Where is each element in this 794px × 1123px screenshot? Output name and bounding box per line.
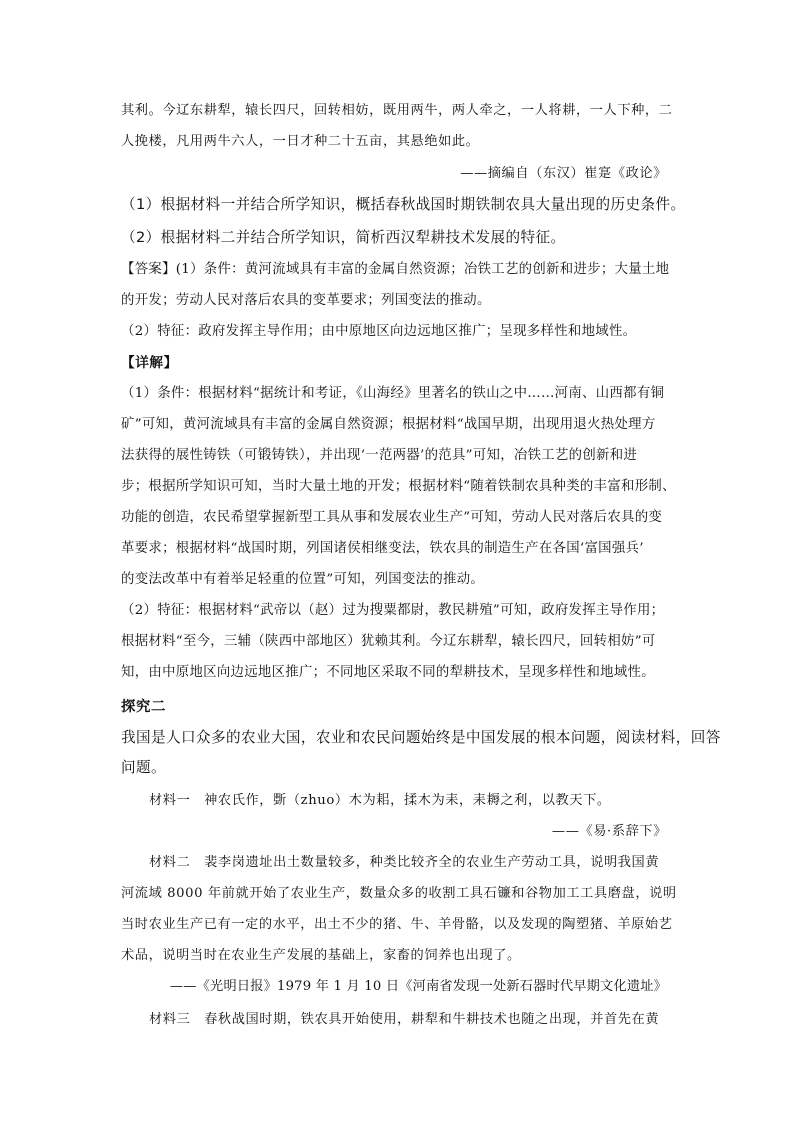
section-intro-cont: 问题。 xyxy=(121,759,166,776)
material-3: 材料三 春秋战国时期，铁农具开始使用，耕犁和牛耕技术也随之出现，并首先在黄 xyxy=(149,1012,660,1027)
text-line: 人挽楼，凡用两牛六人，一日才种二十五亩，其悬绝如此。 xyxy=(121,134,480,149)
text-line: 法获得的展性铸铁（可锻铸铁），并出现‘一范两器’的范具”可知，冶铁工艺的创新和进 xyxy=(121,448,638,463)
section-intro: 我国是人口众多的农业大国，农业和农民问题始终是中国发展的根本问题，阅读材料，回答 xyxy=(121,729,721,746)
text-line: 术品，说明当时在农业生产发展的基础上，家畜的饲养也出现了。 xyxy=(121,948,521,963)
explanation-heading: 【详解】 xyxy=(121,355,178,371)
section-heading: 探究二 xyxy=(121,699,166,715)
source-citation: ——《光明日报》1979 年 1 月 10 日《河南省发现一处新石器时代早期文化遗址》 xyxy=(169,979,667,994)
text-line: 矿”可知，黄河流域具有丰富的金属自然资源；根据材料“战国早期，出现用退火热处理方 xyxy=(121,417,656,432)
material-2: 材料二 裴李岗遗址出土数量较多，种类比较齐全的农业生产劳动工具，说明我国黄 xyxy=(149,855,660,870)
text-line: 的开发；劳动人民对落后农具的变革要求；列国变法的推动。 xyxy=(121,293,491,308)
text-line: 知，由中原地区向边远地区推广；不同地区采取不同的犁耕技术，呈现多样性和地域性。 xyxy=(121,665,655,680)
source-citation: ——《易·系辞下》 xyxy=(551,824,667,839)
text-line: 其利。今辽东耕犁，辕长四尺，回转相妨，既用两牛，两人牵之，一人将耕，一人下种，二 xyxy=(121,103,673,118)
question-2: （2）根据材料二并结合所学知识，简析西汉犁耕技术发展的特征。 xyxy=(121,229,566,246)
text-line: 革要求；根据材料“战国时期，列国诸侯相继变法，铁农具的制造生产在各国‘富国强兵’ xyxy=(121,541,644,556)
text-line: （2）特征：政府发挥主导作用；由中原地区向边远地区推广；呈现多样性和地域性。 xyxy=(121,324,637,339)
text-line: 河流域 8000 年前就开始了农业生产，数量众多的收割工具石镰和谷物加工工具磨盘，说明 xyxy=(121,886,677,901)
text-line: 功能的创造，农民希望掌握新型工具从事和发展农业生产”可知，劳动人民对落后农具的变 xyxy=(121,510,663,525)
text-line: 的变法改革中有着举足轻重的位置”可知，列国变法的推动。 xyxy=(121,572,485,587)
answer-heading-line: 【答案】(1）条件：黄河流域具有丰富的金属自然资源；冶铁工艺的创新和进步；大量土地 xyxy=(121,262,670,277)
text-line: 当时农业生产已有一定的水平，出土不少的猪、牛、羊骨骼，以及发现的陶塑猪、羊原始艺 xyxy=(121,917,673,932)
text-line: （1）条件：根据材料“据统计和考证，《山海经》里著名的铁山之中……河南、山西都有铜 xyxy=(121,386,665,401)
text-line: 根据材料“至今，三辅（陕西中部地区）犹赖其利。今辽东耕犁，辕长四尺，回转相妨”可 xyxy=(121,634,656,649)
material-1: 材料一 神农氏作，斲（zhuo）木为耜，揉木为耒，耒耨之利，以教天下。 xyxy=(149,793,611,808)
question-1: （1）根据材料一并结合所学知识，概括春秋战国时期铁制农具大量出现的历史条件。 xyxy=(121,196,686,213)
text-line: 步；根据所学知识可知，当时大量土地的开发；根据材料“随着铁制农具种类的丰富和形制、 xyxy=(121,479,676,494)
text-line: （2）特征：根据材料“武帝以（赵）过为搜粟都尉，教民耕殖”可知，政府发挥主导作用； xyxy=(121,603,665,618)
source-citation: ——摘编自（东汉）崔寔《政论》 xyxy=(460,166,667,181)
